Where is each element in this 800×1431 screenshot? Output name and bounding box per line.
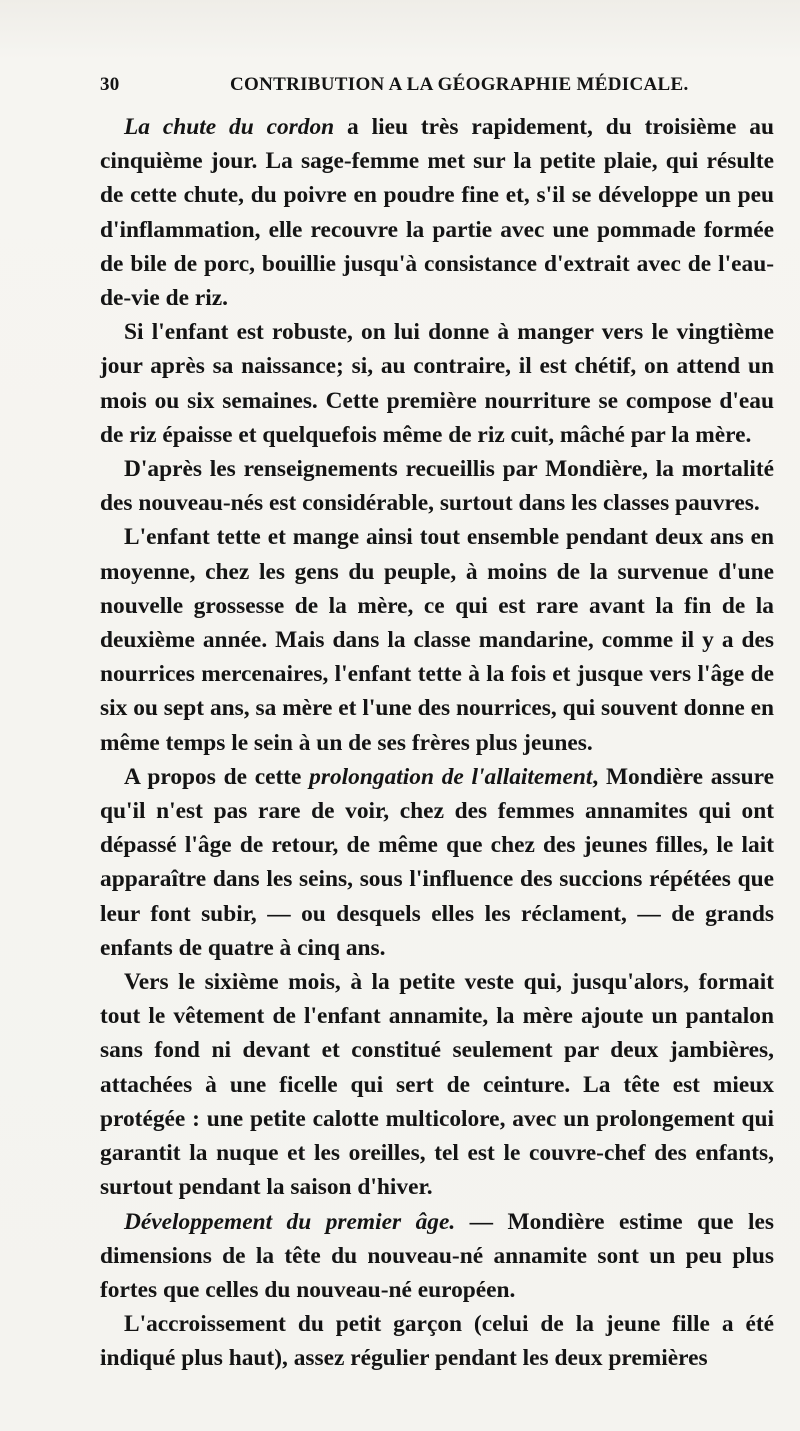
paragraph-prolongation [100,760,774,965]
paragraph-growth [100,1307,774,1375]
paragraph-text: — Mondière estime que les dimensions de la tête du nouveau-né annamite sont un peu plus fortes que celles du nouveau-né européen. [100,1208,774,1303]
paragraph-cord [100,110,774,315]
paragraph-feeding [100,315,774,452]
page-header [100,74,774,106]
paragraph-text: D'après les renseignements recueillis par Mondière, la mortalité des nouveau-nés est considérable, surtout dans les classes pauvres. [100,456,774,517]
page-number: 30 [100,74,120,95]
paragraph-mortality [100,452,774,520]
paragraph-text-pre: A propos de cette [124,763,310,790]
paragraph-text: Si l'enfant est robuste, on lui donne à manger vers le vingtième jour après sa naissance; si, au contraire, il est chétif, on attend un mois ou six semaines. Cette première nourriture se compose d'eau de riz épaisse et quelquefois même de riz cuit, mâché par la mère. [100,319,774,448]
paragraph-nursing [100,520,774,759]
paragraph-clothing [100,965,774,1204]
italic-phrase: prolongation de l'allaitement [309,763,593,790]
body-text [100,110,774,1376]
paragraph-text: a lieu très rapidement, du troisième au cinquième jour. La sage-femme met sur la petite plaie, qui résulte de cette chute, du poivre en poudre fine et, s'il se développe un peu d'inflammation, elle recouvre la partie avec une pommade formée de bile de porc, bouillie jusqu'à consistance d'extrait avec de l'eau-de-vie de riz. [100,114,774,312]
paragraph-text: , Mondière assure qu'il n'est pas rare de voir, chez des femmes annamites qui ont dépassé l'âge de retour, de même que chez des jeunes filles, le lait apparaître dans les seins, sous l'influence des succions répétées que leur font subir, — ou desquels elles les réclament, — de grands enfants de quatre à cinq ans. [100,763,774,961]
paragraph-text: L'accroissement du petit garçon (celui de la jeune fille a été indiqué plus haut), assez régulier pendant les deux premières [100,1311,774,1372]
italic-lead: La chute du cordon [124,114,335,140]
paragraph-text: Vers le sixième mois, à la petite veste qui, jusqu'alors, formait tout le vêtement de l'enfant annamite, la mère ajoute un pantalon sans fond ni devant et constitué seulement par deux jambières, attachées à une ficelle qui sert de ceinture. La tête est mieux protégée : une petite calotte multicolore, avec un prolongement qui garantit la nuque et les oreilles, tel est le couvre-chef des enfants, surtout pendant la saison d'hiver. [100,969,774,1201]
italic-lead: Développement du premier âge. [124,1208,456,1235]
paragraph-development [100,1205,774,1308]
running-title: CONTRIBUTION A LA GÉOGRAPHIE MÉDICALE. [230,74,689,95]
paragraph-text: L'enfant tette et mange ainsi tout ensemble pendant deux ans en moyenne, chez les gens du peuple, à moins de la survenue d'une nouvelle grossesse de la mère, ce qui est rare avant la fin de la deuxième année. Mais dans la classe mandarine, comme il y a des nourrices mercenaires, l'enfant tette à la fois et jusque vers l'âge de six ou sept ans, sa mère et l'une des nourrices, qui souvent donne en même temps le sein à un de ses frères plus jeunes. [100,524,774,756]
